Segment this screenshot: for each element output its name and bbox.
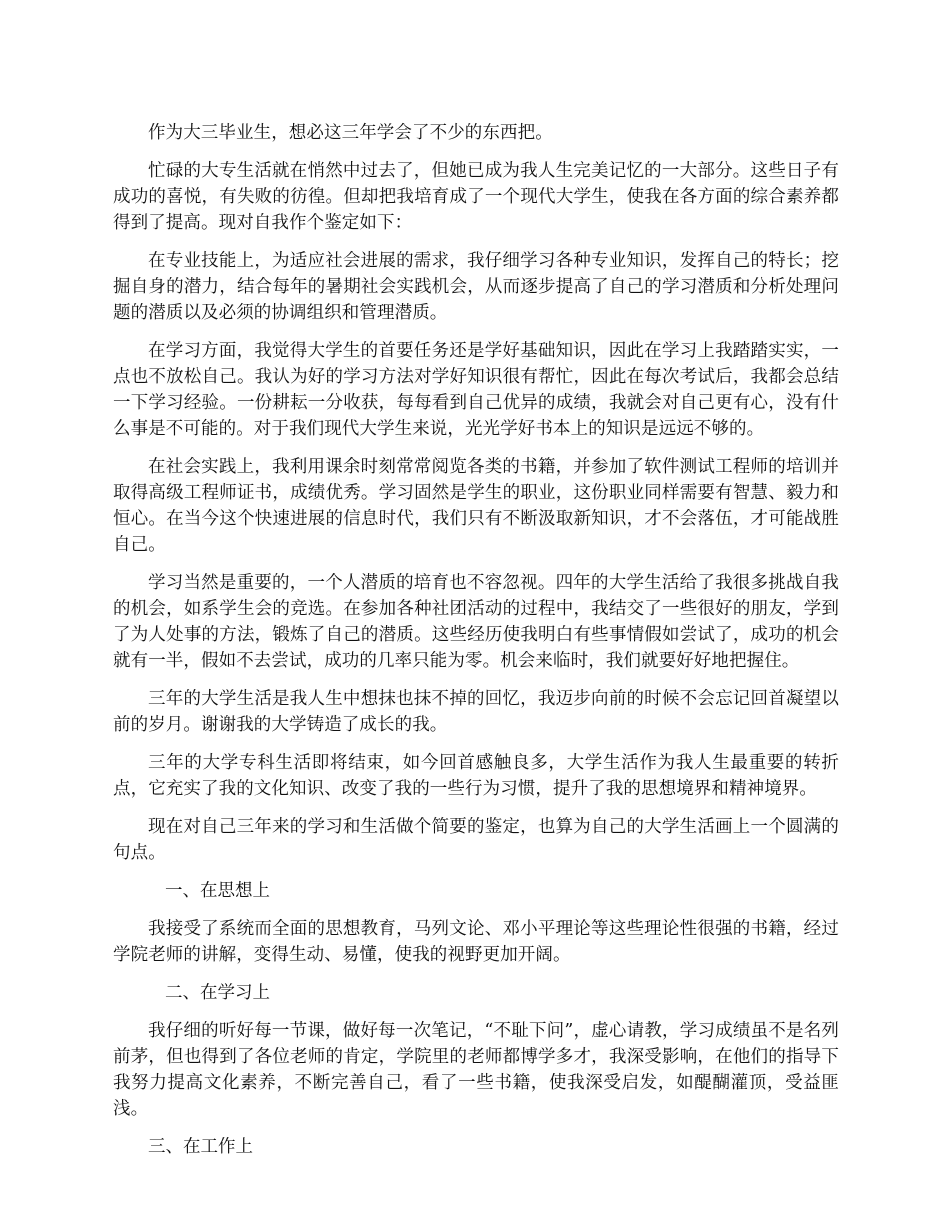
heading-thought: 一、在思想上 [165, 881, 270, 901]
paragraph-learning: 在学习方面，我觉得大学生的首要任务还是学好基础知识，因此在学习上我踏踏实实，一点也不放松自己。我认为好的学习方法对学好知识很有帮忙，因此在每次考试后，我都会总结一下学习经验。一份耕耘一分收获，每每看到自己优异的成绩，我就会对自己更有心，没有什么事是不可能的。对于我们现代大学生来说，光光学好书本上的知识是远远不够的。 [113, 341, 839, 439]
paragraph-professional-skills: 在专业技能上，为适应社会进展的需求，我仔细学习各种专业知识，发挥自己的特长；挖掘自身的潜力，结合每年的暑期社会实践机会，从而逐步提高了自己的学习潜质和分析处理问题的潜质以及必须的协调组织和管理潜质。 [113, 251, 839, 323]
paragraph-personal-growth: 学习当然是重要的，一个人潜质的培育也不容忽视。四年的大学生活给了我很多挑战自我的机会，如系学生会的竞选。在参加各种社团活动的过程中，我结交了一些很好的朋友，学到了为人处事的方法，锻炼了自己的潜质。这些经历使我明白有些事情假如尝试了，成功的机会就有一半，假如不去尝试，成功的几率只能为零。机会来临时，我们就要好好地把握住。 [113, 573, 839, 671]
paragraph-social-practice: 在社会实践上，我利用课余时刻常常阅览各类的书籍，并参加了软件测试工程师的培训并取得高级工程师证书，成绩优秀。学习固然是学生的职业，这份职业同样需要有智慧、毅力和恒心。在当今这个快速进展的信息时代，我们只有不断汲取新知识，才不会落伍，才可能战胜自己。 [113, 457, 839, 555]
paragraph-memories: 三年的大学生活是我人生中想抹也抹不掉的回忆，我迈步向前的时候不会忘记回首凝望以前的岁月。谢谢我的大学铸造了成长的我。 [113, 689, 839, 735]
document-body [113, 120, 839, 1172]
heading-work: 三、在工作上 [148, 1137, 253, 1157]
paragraph-turning-point: 三年的大学专科生活即将结束，如今回首感触良多，大学生活作为我人生最重要的转折点，它充实了我的文化知识、改变了我的一些行为习惯，提升了我的思想境界和精神境界。 [113, 753, 839, 799]
paragraph-intro: 作为大三毕业生，想必这三年学会了不少的东西把。 [148, 123, 553, 143]
paragraph-thought: 我接受了系统而全面的思想教育，马列文论、邓小平理论等这些理论性很强的书籍，经过学院老师的讲解，变得生动、易懂，使我的视野更加开阔。 [113, 919, 839, 965]
paragraph-study: 我仔细的听好每一节课，做好每一次笔记，“不耻下问”，虚心请教，学习成绩虽不是名列前茅，但也得到了各位老师的肯定，学院里的老师都博学多才，我深受影响，在他们的指导下我努力提高文化素养，不断完善自己，看了一些书籍，使我深受启发，如醍醐灌顶，受益匪浅。 [113, 1021, 839, 1119]
paragraph-college-life: 忙碌的大专生活就在悄然中过去了，但她已成为我人生完美记忆的一大部分。这些日子有成功的喜悦，有失败的彷徨。但却把我培育成了一个现代大学生，使我在各方面的综合素养都得到了提高。现对自我作个鉴定如下： [113, 161, 839, 233]
heading-study: 二、在学习上 [165, 983, 270, 1003]
paragraph-summary: 现在对自己三年来的学习和生活做个简要的鉴定，也算为自己的大学生活画上一个圆满的句点。 [113, 817, 839, 863]
